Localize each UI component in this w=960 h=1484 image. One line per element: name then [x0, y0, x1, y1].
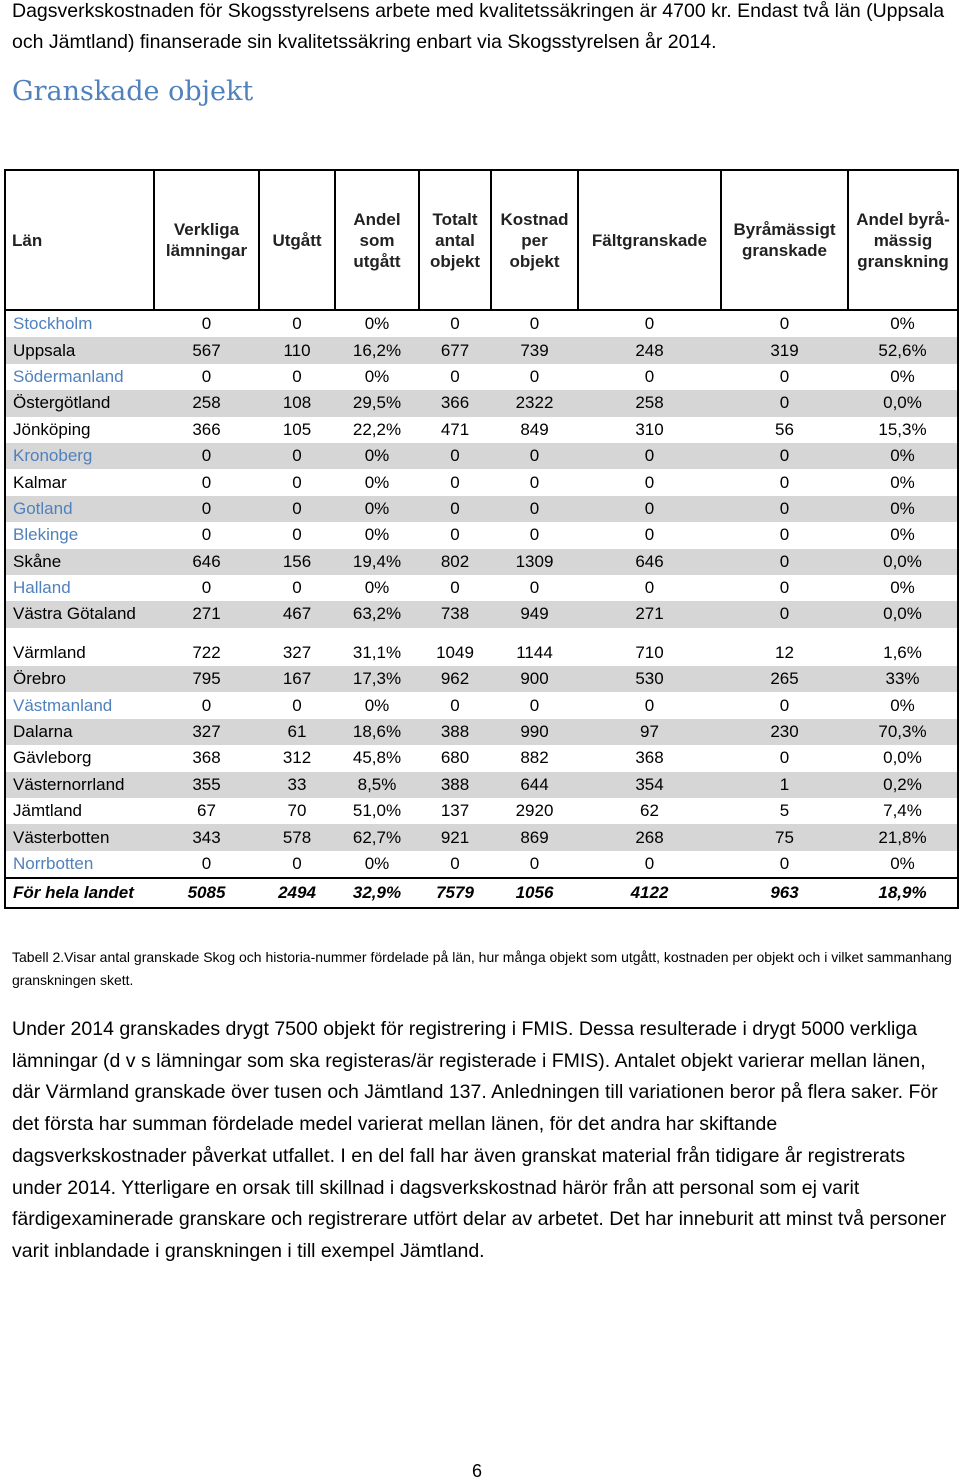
value-cell: 0	[201, 314, 212, 334]
value-cell: 18,6%	[335, 719, 419, 745]
value-cell: 0	[259, 443, 335, 469]
value-cell: 0	[529, 472, 540, 492]
lan-name-cell: Jönköping	[5, 417, 154, 443]
value-cell: 29,5%	[335, 390, 419, 416]
value-cell: 167	[259, 666, 335, 692]
value-cell: 802	[419, 549, 491, 575]
lan-name-cell: Västra Götaland	[5, 601, 154, 627]
value-cell: 0%	[848, 364, 958, 390]
value-cell: 0	[644, 314, 655, 334]
value-cell: 12	[775, 642, 794, 662]
lan-name-cell: Norrbotten	[5, 851, 154, 878]
value-cell: 355	[154, 772, 259, 798]
value-cell: 0	[529, 525, 540, 545]
value-cell: 0	[529, 314, 540, 334]
table-row	[5, 337, 958, 363]
value-cell: 388	[419, 772, 491, 798]
value-cell: 1056	[491, 878, 578, 908]
value-cell: 0	[201, 854, 212, 873]
value-cell: 795	[154, 666, 259, 692]
value-cell: 0,0%	[848, 745, 958, 771]
table-row	[5, 364, 958, 390]
column-header-utgatt: Utgått	[259, 170, 335, 310]
value-cell: 2322	[491, 390, 578, 416]
value-cell: 0	[450, 366, 460, 386]
value-cell: 248	[578, 337, 721, 363]
table-row	[5, 575, 958, 601]
value-cell: 52,6%	[848, 337, 958, 363]
lan-name-cell: Jämtland	[5, 798, 154, 824]
value-cell: 530	[578, 666, 721, 692]
value-cell: 4122	[578, 878, 721, 908]
table-row	[5, 745, 958, 771]
value-cell: 0	[491, 496, 578, 522]
value-cell: 0	[201, 472, 212, 492]
value-cell: 5	[779, 801, 790, 821]
value-cell: 268	[578, 824, 721, 850]
value-cell: 56	[775, 419, 794, 439]
value-cell: 0	[201, 366, 212, 386]
value-cell: 646	[154, 549, 259, 575]
column-header-andel-byramassig-granskning: Andel byrå-mässig granskning	[848, 170, 958, 310]
value-cell: 710	[635, 642, 664, 662]
value-cell: 0%	[364, 854, 390, 873]
value-cell: 869	[491, 824, 578, 850]
column-header-lan: Län	[5, 170, 154, 310]
value-cell: 0	[721, 390, 848, 416]
value-cell: 0	[578, 443, 721, 469]
lan-name-cell: Södermanland	[5, 364, 154, 390]
value-cell: 0	[154, 443, 259, 469]
value-cell: 0	[529, 366, 540, 386]
value-cell: 0	[201, 695, 212, 715]
table-row	[5, 772, 958, 798]
table-row	[5, 417, 958, 443]
value-cell: 0%	[848, 496, 958, 522]
value-cell: 963	[721, 878, 848, 908]
table-row	[5, 692, 958, 718]
value-cell: 16,2%	[335, 337, 419, 363]
value-cell: 70	[287, 801, 307, 821]
value-cell: 0	[529, 695, 540, 715]
value-cell: 327	[282, 642, 312, 662]
value-cell: 2920	[515, 801, 554, 821]
value-cell: 0	[644, 366, 655, 386]
table-row	[5, 824, 958, 850]
value-cell: 0	[721, 601, 848, 627]
value-cell: 0	[779, 578, 790, 598]
value-cell: 471	[440, 419, 470, 439]
value-cell: 312	[282, 748, 312, 768]
value-cell: 0	[529, 854, 540, 873]
value-cell: 0	[259, 496, 335, 522]
value-cell: 343	[154, 824, 259, 850]
value-cell: 739	[491, 337, 578, 363]
value-cell: 0,0%	[848, 390, 958, 416]
value-cell: 0	[292, 578, 302, 598]
table-row	[5, 798, 958, 824]
value-cell: 0	[450, 854, 460, 873]
lan-name-cell: Örebro	[5, 666, 154, 692]
value-cell: 962	[419, 666, 491, 692]
value-cell: 110	[259, 337, 335, 363]
table-row	[5, 640, 958, 666]
lan-name-cell: Västernorrland	[5, 772, 154, 798]
value-cell: 0%	[364, 314, 390, 334]
lan-name-cell: Dalarna	[5, 719, 154, 745]
value-cell: 738	[419, 601, 491, 627]
value-cell: 900	[491, 666, 578, 692]
value-cell: 75	[721, 824, 848, 850]
value-cell: 0	[721, 496, 848, 522]
value-cell: 1144	[516, 642, 553, 662]
value-cell: 0,0%	[848, 549, 958, 575]
value-cell: 0	[154, 496, 259, 522]
body-paragraph: Under 2014 granskades drygt 7500 objekt för registrering i FMIS. Dessa resulterade i drygt 5000 verkliga lämningar (d v s lämningar som ska registeras/är registerade i FMIS). Antalet objekt varierar mellan länen, där Värmland granskade över tusen och Jämtland 137. Anledningen till variationen beror på flera saker. För det första har summan fördelade medel varierat mellan länen, för det andra har skiftande dagsverkskostnader påverkat utfallet. I en del fall har även granskat material från tidigare år registrerats under 2014. Ytterligare en orsak till skillnad i dagsverkskostnad härör från att personal som ej varit färdigexaminerade granskare och registrerare utfört delar av arbetet. Det har inneburit att minst två personer varit inblandade i granskningen i till exempel Jämtland.	[12, 1018, 947, 1262]
value-cell: 0	[292, 854, 302, 873]
value-cell: 0	[292, 314, 302, 334]
value-cell: 567	[154, 337, 259, 363]
table-row	[5, 469, 958, 495]
value-cell: 722	[192, 642, 221, 662]
lan-name-cell: Värmland	[5, 640, 154, 666]
value-cell: 31,1%	[352, 642, 402, 662]
table-row	[5, 522, 958, 548]
value-cell: 310	[635, 419, 664, 439]
value-cell: 0	[644, 578, 655, 598]
value-cell: 1	[721, 772, 848, 798]
table-total-row	[5, 878, 958, 908]
value-cell: 0	[721, 443, 848, 469]
value-cell: 0	[779, 695, 790, 715]
table-row	[5, 666, 958, 692]
value-cell: 0	[491, 443, 578, 469]
value-cell: 0	[578, 496, 721, 522]
table-row	[5, 310, 958, 337]
value-cell: 0	[779, 525, 790, 545]
value-cell: 2494	[259, 878, 335, 908]
table-row	[5, 719, 958, 745]
value-cell: 0%	[364, 578, 390, 598]
value-cell: 0%	[364, 472, 390, 492]
row-spacer	[5, 628, 958, 640]
table-body	[5, 310, 958, 908]
value-cell: 62,7%	[335, 824, 419, 850]
value-cell: 677	[419, 337, 491, 363]
column-header-verkliga-lamningar: Verkliga lämningar	[154, 170, 259, 310]
value-cell: 0	[779, 854, 790, 873]
value-cell: 0	[292, 472, 302, 492]
value-cell: 1,6%	[848, 640, 958, 666]
value-cell: 0	[292, 695, 302, 715]
value-cell: 990	[491, 719, 578, 745]
value-cell: 680	[440, 748, 470, 768]
value-cell: 849	[520, 419, 549, 439]
value-cell: 33%	[848, 666, 958, 692]
value-cell: 0	[292, 525, 302, 545]
section-title: Granskade objekt	[12, 76, 254, 107]
value-cell: 51,0%	[352, 801, 402, 821]
lan-name-cell: Blekinge	[5, 522, 154, 548]
value-cell: 45,8%	[352, 748, 402, 768]
value-cell: 32,9%	[335, 878, 419, 908]
value-cell: 0	[721, 549, 848, 575]
lan-name-cell: Gotland	[5, 496, 154, 522]
value-cell: 0	[644, 472, 655, 492]
table-row	[5, 601, 958, 627]
value-cell: 0	[292, 366, 302, 386]
value-cell: 0	[201, 578, 212, 598]
page-number: 6	[472, 1461, 483, 1481]
value-cell: 354	[578, 772, 721, 798]
value-cell: 18,9%	[848, 878, 958, 908]
value-cell: 0	[450, 695, 460, 715]
value-cell: 368	[635, 748, 664, 768]
value-cell: 0	[779, 366, 790, 386]
value-cell: 0%	[848, 443, 958, 469]
value-cell: 67	[197, 801, 216, 821]
value-cell: 0	[450, 525, 460, 545]
value-cell: 61	[259, 719, 335, 745]
table-row	[5, 443, 958, 469]
lan-name-cell: Kalmar	[5, 469, 154, 495]
lan-name-cell: Östergötland	[5, 390, 154, 416]
value-cell: 0%	[364, 525, 390, 545]
value-cell: 0	[644, 525, 655, 545]
value-cell: 63,2%	[335, 601, 419, 627]
value-cell: 0%	[848, 692, 958, 718]
value-cell: 108	[259, 390, 335, 416]
value-cell: 0%	[335, 496, 419, 522]
column-header-kostnad-per-objekt: Kostnad per objekt	[491, 170, 578, 310]
value-cell: 0	[450, 314, 460, 334]
value-cell: 0%	[335, 443, 419, 469]
value-cell: 137	[440, 801, 470, 821]
value-cell: 327	[154, 719, 259, 745]
value-cell: 230	[721, 719, 848, 745]
table-caption: Tabell 2.Visar antal granskade Skog och historia-nummer fördelade på län, hur många objekt som utgått, kostnaden per objekt och i vilket sammanhang granskningen skett.	[12, 949, 952, 988]
value-cell: 467	[259, 601, 335, 627]
value-cell: 578	[259, 824, 335, 850]
value-cell: 22,2%	[352, 419, 402, 439]
lan-name-cell: Halland	[5, 575, 154, 601]
value-cell: 644	[491, 772, 578, 798]
table-row	[5, 851, 958, 878]
lan-name-cell: Skåne	[5, 549, 154, 575]
value-cell: 156	[259, 549, 335, 575]
value-cell: 0	[450, 578, 460, 598]
lan-name-cell: Västerbotten	[5, 824, 154, 850]
value-cell: 70,3%	[848, 719, 958, 745]
table-row	[5, 549, 958, 575]
column-header-byramassigt-granskade: Byråmässigt granskade	[721, 170, 848, 310]
value-cell: 1309	[491, 549, 578, 575]
value-cell: 0%	[364, 366, 390, 386]
value-cell: 319	[721, 337, 848, 363]
value-cell: 15,3%	[848, 417, 958, 443]
value-cell: 5085	[154, 878, 259, 908]
lan-name-cell: Västmanland	[5, 692, 154, 718]
value-cell: 0%	[848, 310, 958, 337]
value-cell: 366	[192, 419, 221, 439]
lan-name-cell: Stockholm	[5, 310, 154, 337]
value-cell: 0%	[848, 851, 958, 878]
value-cell: 62	[640, 801, 659, 821]
value-cell: 0	[779, 314, 790, 334]
value-cell: 17,3%	[335, 666, 419, 692]
value-cell: 0%	[848, 469, 958, 495]
value-cell: 368	[192, 748, 221, 768]
value-cell: 0	[779, 472, 790, 492]
value-cell: 0%	[364, 695, 390, 715]
intro-paragraph: Dagsverkskostnaden för Skogsstyrelsens arbete med kvalitetssäkringen är 4700 kr. Endast två län (Uppsala och Jämtland) finanserade sin kvalitetssäkring enbart via Skogsstyrelsen år 2014.	[12, 0, 945, 53]
column-header-faltgranskade: Fältgranskade	[578, 170, 721, 310]
table-header-row	[5, 170, 958, 310]
value-cell: 265	[721, 666, 848, 692]
value-cell: 0,2%	[848, 772, 958, 798]
value-cell: 0	[779, 748, 790, 768]
lan-name-cell: Gävleborg	[5, 745, 154, 771]
value-cell: 258	[154, 390, 259, 416]
table-row	[5, 390, 958, 416]
lan-name-cell: För hela landet	[5, 878, 154, 908]
value-cell: 258	[578, 390, 721, 416]
value-cell: 0%	[848, 522, 958, 548]
value-cell: 0	[419, 496, 491, 522]
value-cell: 921	[419, 824, 491, 850]
value-cell: 646	[578, 549, 721, 575]
value-cell: 949	[491, 601, 578, 627]
value-cell: 1049	[436, 642, 474, 662]
value-cell: 0%	[848, 575, 958, 601]
value-cell: 0	[644, 695, 655, 715]
value-cell: 0,0%	[848, 601, 958, 627]
value-cell: 0	[450, 472, 460, 492]
value-cell: 105	[282, 419, 312, 439]
value-cell: 97	[578, 719, 721, 745]
value-cell: 7,4%	[848, 798, 958, 824]
value-cell: 33	[259, 772, 335, 798]
lan-name-cell: Uppsala	[5, 337, 154, 363]
value-cell: 366	[419, 390, 491, 416]
value-cell: 0	[644, 854, 655, 873]
value-cell: 882	[520, 748, 549, 768]
table-row	[5, 496, 958, 522]
value-cell: 0	[419, 443, 491, 469]
granskade-objekt-table	[4, 169, 959, 909]
value-cell: 0	[201, 525, 212, 545]
value-cell: 388	[419, 719, 491, 745]
value-cell: 21,8%	[848, 824, 958, 850]
value-cell: 271	[154, 601, 259, 627]
column-header-andel-som-utgatt: Andel som utgått	[335, 170, 419, 310]
lan-name-cell: Kronoberg	[5, 443, 154, 469]
value-cell: 8,5%	[335, 772, 419, 798]
value-cell: 271	[578, 601, 721, 627]
value-cell: 0	[529, 578, 540, 598]
value-cell: 19,4%	[335, 549, 419, 575]
column-header-totalt-antal-objekt: Totalt antal objekt	[419, 170, 491, 310]
value-cell: 7579	[419, 878, 491, 908]
